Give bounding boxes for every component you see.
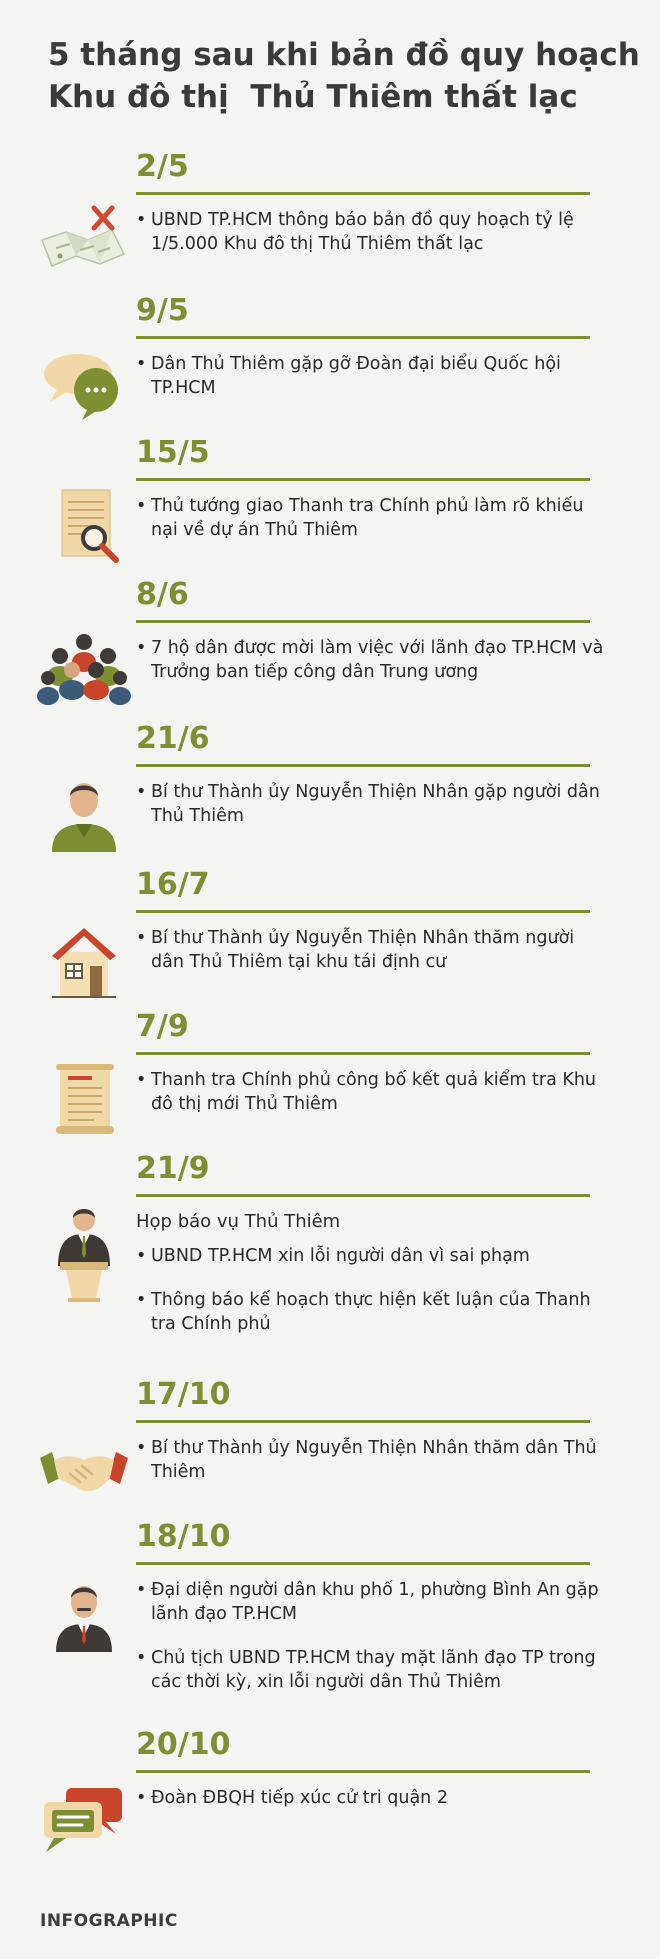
entry-date: 21/9 — [136, 1151, 210, 1186]
entry-bullet: • Dân Thủ Thiêm gặp gỡ Đoàn đại biểu Quốc hội TP.HCM — [136, 352, 606, 400]
title-line-1: 5 tháng sau khi bản đồ quy hoạch — [48, 37, 640, 73]
chat-bubbles-icon — [36, 1782, 132, 1862]
entry-date: 9/5 — [136, 293, 189, 328]
entry-date: 17/10 — [136, 1377, 231, 1412]
date-divider — [136, 764, 590, 767]
entry-date: 8/6 — [136, 577, 189, 612]
date-divider — [136, 192, 590, 195]
entry-bullet: • Thanh tra Chính phủ công bố kết quả kiểm tra Khu đô thị mới Thủ Thiêm — [136, 1068, 606, 1116]
entry-bullet: • Đoàn ĐBQH tiếp xúc cử tri quận 2 — [136, 1786, 606, 1810]
document-magnifier-icon — [36, 488, 132, 568]
entry-date: 21/6 — [136, 721, 210, 756]
entry-bullet: • UBND TP.HCM xin lỗi người dân vì sai phạm — [136, 1244, 606, 1268]
entry-bullet: • Chủ tịch UBND TP.HCM thay mặt lãnh đạo TP trong các thời kỳ, xin lỗi người dân Thủ Thiêm — [136, 1646, 606, 1694]
page-title — [48, 34, 648, 118]
man-suit-icon — [36, 1574, 132, 1654]
entry-body — [136, 1786, 606, 1830]
entry-body — [136, 926, 606, 994]
handshake-icon — [36, 1430, 132, 1510]
crowd-icon — [36, 630, 132, 710]
entry-bullet: • Thông báo kế hoạch thực hiện kết luận của Thanh tra Chính phủ — [136, 1288, 606, 1336]
entry-date: 20/10 — [136, 1727, 231, 1762]
map-x-icon — [36, 200, 132, 280]
date-divider — [136, 620, 590, 623]
date-divider — [136, 336, 590, 339]
scroll-document-icon — [36, 1062, 132, 1142]
entry-bullet: • 7 hộ dân được mời làm việc với lãnh đạo TP.HCM và Trưởng ban tiếp công dân Trung ương — [136, 636, 606, 684]
speaker-podium-icon — [36, 1206, 132, 1302]
entry-lead: Họp báo vụ Thủ Thiêm — [136, 1211, 341, 1232]
entry-body — [136, 1210, 606, 1356]
date-divider — [136, 1194, 590, 1197]
date-divider — [136, 1052, 590, 1055]
entry-body — [136, 1068, 606, 1136]
official-bust-icon — [36, 774, 132, 854]
entry-body — [136, 636, 606, 704]
entry-date: 2/5 — [136, 149, 189, 184]
entry-bullet: • Bí thư Thành ủy Nguyễn Thiện Nhân gặp người dân Thủ Thiêm — [136, 780, 606, 828]
entry-body — [136, 1436, 606, 1504]
entry-bullet: • Bí thư Thành ủy Nguyễn Thiện Nhân thăm người dân Thủ Thiêm tại khu tái định cư — [136, 926, 606, 974]
entry-bullet: • Thủ tướng giao Thanh tra Chính phủ làm rõ khiếu nại về dự án Thủ Thiêm — [136, 494, 606, 542]
entry-bullet: • Đại diện người dân khu phố 1, phường Bình An gặp lãnh đạo TP.HCM — [136, 1578, 606, 1626]
entry-date: 7/9 — [136, 1009, 189, 1044]
house-icon — [36, 920, 132, 1000]
entry-body — [136, 1578, 606, 1714]
entry-body — [136, 352, 606, 420]
entry-body — [136, 208, 606, 276]
entry-date: 16/7 — [136, 867, 210, 902]
brand-footer: INFOGRAPHIC — [40, 1911, 178, 1931]
date-divider — [136, 1562, 590, 1565]
date-divider — [136, 910, 590, 913]
date-divider — [136, 1420, 590, 1423]
entry-body — [136, 780, 606, 848]
title-line-2: Khu đô thị Thủ Thiêm thất lạc — [48, 79, 578, 115]
entry-date: 15/5 — [136, 435, 210, 470]
entry-date: 18/10 — [136, 1519, 231, 1554]
speech-bubbles-icon — [36, 344, 132, 424]
entry-bullet: • UBND TP.HCM thông báo bản đồ quy hoạch tỷ lệ 1/5.000 Khu đô thị Thủ Thiêm thất lạc — [136, 208, 606, 256]
date-divider — [136, 478, 590, 481]
date-divider — [136, 1770, 590, 1773]
entry-bullet: • Bí thư Thành ủy Nguyễn Thiện Nhân thăm dân Thủ Thiêm — [136, 1436, 606, 1484]
entry-body — [136, 494, 606, 562]
